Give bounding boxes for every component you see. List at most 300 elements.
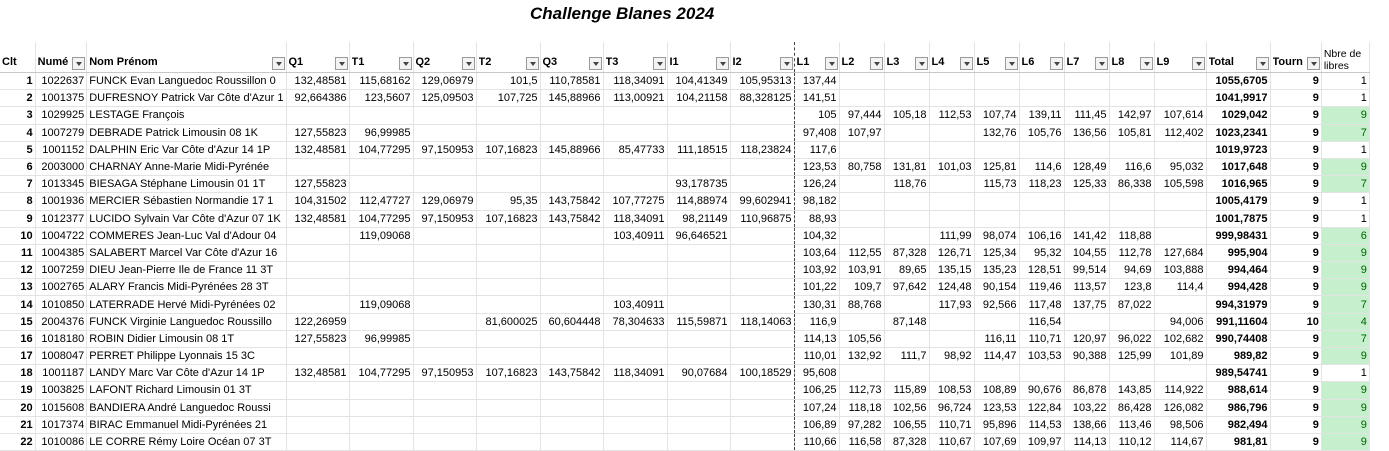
table-cell[interactable] — [286, 262, 349, 279]
table-cell[interactable] — [476, 399, 540, 416]
table-cell[interactable]: 113,57 — [1064, 279, 1109, 296]
table-cell[interactable]: 7 — [1321, 124, 1369, 141]
filter-dropdown-button[interactable] — [716, 57, 729, 70]
table-cell[interactable]: 93,178735 — [667, 176, 730, 193]
table-cell[interactable]: 107,97 — [839, 124, 884, 141]
table-cell[interactable]: 120,97 — [1064, 330, 1109, 347]
table-cell[interactable] — [884, 73, 929, 90]
table-cell[interactable] — [476, 262, 540, 279]
table-cell[interactable] — [540, 176, 603, 193]
table-cell[interactable] — [1109, 73, 1154, 90]
table-cell[interactable]: 12 — [0, 262, 35, 279]
table-cell[interactable]: 9 — [1270, 296, 1321, 313]
table-cell[interactable]: 103,40911 — [603, 227, 667, 244]
filter-dropdown-button[interactable] — [870, 57, 883, 70]
table-cell[interactable]: 104,31502 — [286, 193, 349, 210]
filter-dropdown-button[interactable] — [1140, 57, 1153, 70]
table-cell[interactable] — [884, 227, 929, 244]
table-cell[interactable]: 1 — [1321, 210, 1369, 227]
table-cell[interactable]: 9 — [1321, 107, 1369, 124]
table-cell[interactable]: 143,75842 — [540, 365, 603, 382]
table-cell[interactable] — [413, 348, 476, 365]
table-cell[interactable] — [1154, 210, 1206, 227]
table-cell[interactable] — [476, 158, 540, 175]
table-cell[interactable] — [1064, 141, 1109, 158]
table-cell[interactable]: 14 — [0, 296, 35, 313]
table-cell[interactable] — [884, 365, 929, 382]
table-cell[interactable] — [413, 176, 476, 193]
table-cell[interactable]: 87,148 — [884, 313, 929, 330]
table-cell[interactable]: 112,53 — [929, 107, 974, 124]
table-cell[interactable]: 111,99 — [929, 227, 974, 244]
table-cell[interactable]: 132,48581 — [286, 141, 349, 158]
table-cell[interactable]: 1004722 — [35, 227, 87, 244]
table-cell[interactable] — [286, 416, 349, 433]
table-cell[interactable]: 116,58 — [839, 433, 884, 450]
table-cell[interactable] — [730, 262, 794, 279]
table-cell[interactable]: 994,31979 — [1206, 296, 1270, 313]
table-cell[interactable]: 118,34091 — [603, 365, 667, 382]
table-cell[interactable]: 132,76 — [974, 124, 1019, 141]
table-cell[interactable]: 4 — [0, 124, 35, 141]
table-cell[interactable] — [1019, 193, 1064, 210]
table-cell[interactable] — [286, 279, 349, 296]
table-cell[interactable]: 127,55823 — [286, 124, 349, 141]
table-cell[interactable]: 9 — [1270, 382, 1321, 399]
table-cell[interactable] — [603, 107, 667, 124]
table-cell[interactable]: LATERRADE Hervé Midi-Pyrénées 02 — [87, 296, 286, 313]
table-cell[interactable] — [1019, 90, 1064, 107]
table-cell[interactable] — [730, 382, 794, 399]
table-cell[interactable]: ROBIN Didier Limousin 08 1T — [87, 330, 286, 347]
table-cell[interactable] — [1154, 193, 1206, 210]
table-cell[interactable]: 1029925 — [35, 107, 87, 124]
filter-dropdown-button[interactable] — [960, 57, 973, 70]
table-cell[interactable]: 1 — [0, 73, 35, 90]
table-cell[interactable]: 113,00921 — [603, 90, 667, 107]
table-cell[interactable] — [667, 158, 730, 175]
table-cell[interactable]: 114,13 — [794, 330, 839, 347]
table-cell[interactable]: 108,89 — [974, 382, 1019, 399]
table-cell[interactable]: 60,604448 — [540, 313, 603, 330]
table-cell[interactable]: 114,88974 — [667, 193, 730, 210]
table-cell[interactable]: 1001,7875 — [1206, 210, 1270, 227]
table-cell[interactable]: 7 — [1321, 176, 1369, 193]
table-cell[interactable]: 99,514 — [1064, 262, 1109, 279]
table-cell[interactable]: 97,150953 — [413, 141, 476, 158]
table-cell[interactable]: 102,56 — [884, 399, 929, 416]
table-cell[interactable]: 143,85 — [1109, 382, 1154, 399]
table-cell[interactable]: 92,664386 — [286, 90, 349, 107]
table-cell[interactable] — [476, 227, 540, 244]
table-cell[interactable]: 88,93 — [794, 210, 839, 227]
table-cell[interactable] — [286, 399, 349, 416]
table-cell[interactable]: 1012377 — [35, 210, 87, 227]
table-cell[interactable]: LAFONT Richard Limousin 01 3T — [87, 382, 286, 399]
table-cell[interactable]: 110,96875 — [730, 210, 794, 227]
table-cell[interactable] — [974, 193, 1019, 210]
filter-dropdown-button[interactable] — [1050, 57, 1063, 70]
table-cell[interactable]: CHARNAY Anne-Marie Midi-Pyrénée — [87, 158, 286, 175]
filter-dropdown-button[interactable] — [1095, 57, 1108, 70]
table-cell[interactable]: 89,65 — [884, 262, 929, 279]
table-cell[interactable]: 90,388 — [1064, 348, 1109, 365]
table-cell[interactable]: 10 — [0, 227, 35, 244]
table-cell[interactable] — [1064, 193, 1109, 210]
table-cell[interactable]: 114,47 — [974, 348, 1019, 365]
table-cell[interactable]: 139,11 — [1019, 107, 1064, 124]
table-cell[interactable]: 101,22 — [794, 279, 839, 296]
table-cell[interactable]: 986,796 — [1206, 399, 1270, 416]
table-cell[interactable]: 110,67 — [929, 433, 974, 450]
table-cell[interactable]: 981,81 — [1206, 433, 1270, 450]
table-cell[interactable] — [730, 227, 794, 244]
table-cell[interactable]: 118,34091 — [603, 210, 667, 227]
table-cell[interactable] — [730, 433, 794, 450]
table-cell[interactable]: 989,82 — [1206, 348, 1270, 365]
table-cell[interactable] — [413, 399, 476, 416]
table-cell[interactable] — [540, 124, 603, 141]
table-cell[interactable]: 6 — [0, 158, 35, 175]
table-cell[interactable]: DIEU Jean-Pierre Ile de France 11 3T — [87, 262, 286, 279]
table-cell[interactable]: 98,21149 — [667, 210, 730, 227]
table-cell[interactable]: 125,81 — [974, 158, 1019, 175]
table-cell[interactable]: 114,4 — [1154, 279, 1206, 296]
table-cell[interactable]: 95,32 — [1019, 244, 1064, 261]
table-cell[interactable]: 20 — [0, 399, 35, 416]
table-cell[interactable]: DEBRADE Patrick Limousin 08 1K — [87, 124, 286, 141]
table-cell[interactable]: 143,75842 — [540, 210, 603, 227]
table-cell[interactable]: 145,88966 — [540, 141, 603, 158]
table-cell[interactable] — [974, 365, 1019, 382]
table-cell[interactable]: 988,614 — [1206, 382, 1270, 399]
table-cell[interactable] — [603, 416, 667, 433]
table-cell[interactable]: 119,46 — [1019, 279, 1064, 296]
table-cell[interactable]: 9 — [1270, 416, 1321, 433]
table-cell[interactable] — [839, 73, 884, 90]
table-cell[interactable]: 104,21158 — [667, 90, 730, 107]
table-cell[interactable] — [286, 433, 349, 450]
table-cell[interactable] — [286, 227, 349, 244]
table-cell[interactable]: 123,53 — [974, 399, 1019, 416]
table-cell[interactable]: 122,84 — [1019, 399, 1064, 416]
table-cell[interactable]: 90,154 — [974, 279, 1019, 296]
table-cell[interactable]: 119,09068 — [349, 296, 413, 313]
table-cell[interactable] — [286, 382, 349, 399]
table-cell[interactable]: 1055,6705 — [1206, 73, 1270, 90]
table-cell[interactable]: 110,78581 — [540, 73, 603, 90]
table-cell[interactable] — [603, 262, 667, 279]
table-cell[interactable]: LANDY Marc Var Côte d'Azur 14 1P — [87, 365, 286, 382]
table-cell[interactable]: 99,602941 — [730, 193, 794, 210]
table-cell[interactable]: 1010850 — [35, 296, 87, 313]
table-cell[interactable] — [974, 313, 1019, 330]
table-cell[interactable] — [1064, 73, 1109, 90]
filter-dropdown-button[interactable] — [462, 57, 475, 70]
table-cell[interactable]: 103,40911 — [603, 296, 667, 313]
table-cell[interactable]: 116,6 — [1109, 158, 1154, 175]
table-cell[interactable] — [603, 279, 667, 296]
table-cell[interactable] — [667, 244, 730, 261]
table-cell[interactable]: 1017,648 — [1206, 158, 1270, 175]
table-cell[interactable] — [1064, 210, 1109, 227]
table-cell[interactable]: 109,7 — [839, 279, 884, 296]
table-cell[interactable]: 1002765 — [35, 279, 87, 296]
filter-dropdown-button[interactable] — [653, 57, 666, 70]
table-cell[interactable]: 92,566 — [974, 296, 1019, 313]
table-cell[interactable]: 9 — [1270, 348, 1321, 365]
table-cell[interactable]: 113,46 — [1109, 416, 1154, 433]
table-cell[interactable] — [476, 433, 540, 450]
table-cell[interactable]: 1001375 — [35, 90, 87, 107]
table-cell[interactable] — [476, 124, 540, 141]
table-cell[interactable]: 129,06979 — [413, 73, 476, 90]
table-cell[interactable]: 4 — [1321, 313, 1369, 330]
table-cell[interactable] — [730, 416, 794, 433]
table-cell[interactable] — [974, 141, 1019, 158]
table-cell[interactable] — [413, 313, 476, 330]
table-cell[interactable] — [286, 348, 349, 365]
table-cell[interactable]: 88,768 — [839, 296, 884, 313]
table-cell[interactable]: 9 — [1270, 193, 1321, 210]
table-cell[interactable]: 1013345 — [35, 176, 87, 193]
table-cell[interactable]: 7 — [1321, 296, 1369, 313]
table-cell[interactable]: 9 — [1321, 399, 1369, 416]
table-cell[interactable]: 107,725 — [476, 90, 540, 107]
table-cell[interactable] — [603, 382, 667, 399]
table-cell[interactable] — [413, 124, 476, 141]
table-cell[interactable]: 1001152 — [35, 141, 87, 158]
table-cell[interactable] — [974, 73, 1019, 90]
table-cell[interactable]: 989,54741 — [1206, 365, 1270, 382]
table-cell[interactable]: 103,53 — [1019, 348, 1064, 365]
table-cell[interactable]: 1004385 — [35, 244, 87, 261]
table-cell[interactable] — [1019, 73, 1064, 90]
table-cell[interactable]: 1018180 — [35, 330, 87, 347]
filter-dropdown-button[interactable] — [399, 57, 412, 70]
table-cell[interactable]: 13 — [0, 279, 35, 296]
table-cell[interactable]: 104,77295 — [349, 210, 413, 227]
table-cell[interactable]: 97,150953 — [413, 365, 476, 382]
table-cell[interactable]: 11 — [0, 244, 35, 261]
table-cell[interactable]: 125,09503 — [413, 90, 476, 107]
table-cell[interactable]: 104,77295 — [349, 365, 413, 382]
filter-dropdown-button[interactable] — [915, 57, 928, 70]
table-cell[interactable]: 1 — [1321, 73, 1369, 90]
table-cell[interactable]: 119,09068 — [349, 227, 413, 244]
table-cell[interactable]: 1023,2341 — [1206, 124, 1270, 141]
table-cell[interactable]: 110,71 — [929, 416, 974, 433]
table-cell[interactable]: 123,53 — [794, 158, 839, 175]
table-cell[interactable] — [667, 399, 730, 416]
table-cell[interactable]: 9 — [1270, 244, 1321, 261]
table-cell[interactable]: DUFRESNOY Patrick Var Côte d'Azur 1 — [87, 90, 286, 107]
table-cell[interactable] — [974, 90, 1019, 107]
table-cell[interactable] — [603, 244, 667, 261]
table-cell[interactable]: 9 — [1270, 227, 1321, 244]
table-cell[interactable]: 103,22 — [1064, 399, 1109, 416]
table-cell[interactable]: 137,75 — [1064, 296, 1109, 313]
table-cell[interactable]: 95,608 — [794, 365, 839, 382]
table-cell[interactable] — [540, 433, 603, 450]
filter-dropdown-button[interactable] — [589, 57, 602, 70]
table-cell[interactable]: 9 — [1270, 279, 1321, 296]
table-cell[interactable]: 6 — [1321, 227, 1369, 244]
table-cell[interactable] — [929, 90, 974, 107]
table-cell[interactable] — [1154, 73, 1206, 90]
table-cell[interactable] — [349, 107, 413, 124]
table-cell[interactable]: 990,74408 — [1206, 330, 1270, 347]
table-cell[interactable]: 118,76 — [884, 176, 929, 193]
table-cell[interactable]: 2004376 — [35, 313, 87, 330]
table-cell[interactable]: 117,6 — [794, 141, 839, 158]
table-cell[interactable]: 103,91 — [839, 262, 884, 279]
table-cell[interactable] — [730, 330, 794, 347]
table-cell[interactable]: 132,48581 — [286, 210, 349, 227]
table-cell[interactable] — [540, 279, 603, 296]
table-cell[interactable]: 108,53 — [929, 382, 974, 399]
table-cell[interactable] — [349, 313, 413, 330]
table-cell[interactable]: 9 — [1321, 279, 1369, 296]
table-cell[interactable]: 9 — [1270, 210, 1321, 227]
table-cell[interactable] — [349, 262, 413, 279]
table-cell[interactable]: 1007279 — [35, 124, 87, 141]
table-cell[interactable]: 110,71 — [1019, 330, 1064, 347]
table-cell[interactable]: 107,16823 — [476, 210, 540, 227]
table-cell[interactable]: 88,328125 — [730, 90, 794, 107]
table-cell[interactable]: 107,16823 — [476, 365, 540, 382]
table-cell[interactable]: LE CORRE Rémy Loire Océan 07 3T — [87, 433, 286, 450]
table-cell[interactable]: 114,13 — [1064, 433, 1109, 450]
table-cell[interactable]: 117,93 — [929, 296, 974, 313]
table-cell[interactable] — [413, 227, 476, 244]
table-cell[interactable]: 100,18529 — [730, 365, 794, 382]
table-cell[interactable]: 1008047 — [35, 348, 87, 365]
table-cell[interactable]: 126,24 — [794, 176, 839, 193]
table-cell[interactable]: 85,47733 — [603, 141, 667, 158]
table-cell[interactable] — [730, 244, 794, 261]
table-cell[interactable] — [1109, 210, 1154, 227]
table-cell[interactable]: 123,5607 — [349, 90, 413, 107]
table-cell[interactable] — [884, 193, 929, 210]
table-cell[interactable]: MERCIER Sébastien Normandie 17 1 — [87, 193, 286, 210]
table-cell[interactable]: 126,71 — [929, 244, 974, 261]
table-cell[interactable] — [730, 279, 794, 296]
table-cell[interactable]: 90,676 — [1019, 382, 1064, 399]
table-cell[interactable]: 1019,9723 — [1206, 141, 1270, 158]
table-cell[interactable] — [1064, 313, 1109, 330]
table-cell[interactable]: 3 — [0, 107, 35, 124]
table-cell[interactable] — [540, 262, 603, 279]
table-cell[interactable]: 1 — [1321, 193, 1369, 210]
table-cell[interactable]: FUNCK Evan Languedoc Roussillon 0 — [87, 73, 286, 90]
table-cell[interactable]: 106,16 — [1019, 227, 1064, 244]
table-cell[interactable] — [413, 262, 476, 279]
table-cell[interactable]: 116,11 — [974, 330, 1019, 347]
table-cell[interactable] — [667, 107, 730, 124]
table-cell[interactable]: 86,428 — [1109, 399, 1154, 416]
table-cell[interactable]: 141,51 — [794, 90, 839, 107]
table-cell[interactable]: 95,896 — [974, 416, 1019, 433]
table-cell[interactable]: 112,402 — [1154, 124, 1206, 141]
table-cell[interactable]: 110,66 — [794, 433, 839, 450]
table-cell[interactable] — [540, 107, 603, 124]
table-cell[interactable]: 1001936 — [35, 193, 87, 210]
table-cell[interactable]: 110,12 — [1109, 433, 1154, 450]
table-cell[interactable] — [839, 365, 884, 382]
table-cell[interactable]: 95,35 — [476, 193, 540, 210]
table-cell[interactable] — [730, 399, 794, 416]
table-cell[interactable]: 127,55823 — [286, 330, 349, 347]
table-cell[interactable]: 135,15 — [929, 262, 974, 279]
table-cell[interactable] — [667, 296, 730, 313]
table-cell[interactable]: 95,032 — [1154, 158, 1206, 175]
table-cell[interactable] — [476, 330, 540, 347]
table-cell[interactable]: 115,68162 — [349, 73, 413, 90]
table-cell[interactable] — [476, 107, 540, 124]
table-cell[interactable]: 9 — [1321, 416, 1369, 433]
table-cell[interactable]: 118,23 — [1019, 176, 1064, 193]
table-cell[interactable] — [540, 416, 603, 433]
table-cell[interactable] — [540, 330, 603, 347]
table-cell[interactable]: 137,44 — [794, 73, 839, 90]
table-cell[interactable]: 115,73 — [974, 176, 1019, 193]
table-cell[interactable]: 995,904 — [1206, 244, 1270, 261]
table-cell[interactable]: SALABERT Marcel Var Côte d'Azur 16 — [87, 244, 286, 261]
table-cell[interactable]: 1005,4179 — [1206, 193, 1270, 210]
table-cell[interactable] — [974, 210, 1019, 227]
table-cell[interactable]: 106,25 — [794, 382, 839, 399]
table-cell[interactable]: 112,55 — [839, 244, 884, 261]
table-cell[interactable] — [730, 176, 794, 193]
table-cell[interactable]: 114,53 — [1019, 416, 1064, 433]
table-cell[interactable] — [929, 141, 974, 158]
table-cell[interactable] — [349, 399, 413, 416]
table-cell[interactable]: 107,24 — [794, 399, 839, 416]
table-cell[interactable] — [349, 244, 413, 261]
table-cell[interactable]: PERRET Philippe Lyonnais 15 3C — [87, 348, 286, 365]
table-cell[interactable] — [1154, 90, 1206, 107]
table-cell[interactable] — [667, 416, 730, 433]
table-cell[interactable]: 131,81 — [884, 158, 929, 175]
table-cell[interactable]: 98,92 — [929, 348, 974, 365]
table-cell[interactable]: 101,89 — [1154, 348, 1206, 365]
table-cell[interactable]: 102,682 — [1154, 330, 1206, 347]
table-cell[interactable]: 103,92 — [794, 262, 839, 279]
table-cell[interactable] — [476, 416, 540, 433]
table-cell[interactable]: 8 — [0, 193, 35, 210]
table-cell[interactable] — [286, 158, 349, 175]
table-cell[interactable]: 87,328 — [884, 433, 929, 450]
table-cell[interactable]: 107,69 — [974, 433, 1019, 450]
table-cell[interactable] — [349, 176, 413, 193]
table-cell[interactable]: 9 — [1270, 158, 1321, 175]
table-cell[interactable]: 96,99985 — [349, 124, 413, 141]
table-cell[interactable]: 1041,9917 — [1206, 90, 1270, 107]
table-cell[interactable]: 18 — [0, 365, 35, 382]
table-cell[interactable]: 107,74 — [974, 107, 1019, 124]
table-cell[interactable]: 96,724 — [929, 399, 974, 416]
table-cell[interactable]: BIRAC Emmanuel Midi-Pyrénées 21 — [87, 416, 286, 433]
table-cell[interactable] — [540, 382, 603, 399]
table-cell[interactable]: 97,282 — [839, 416, 884, 433]
filter-dropdown-button[interactable] — [825, 57, 838, 70]
table-cell[interactable]: 86,338 — [1109, 176, 1154, 193]
table-cell[interactable]: 999,98431 — [1206, 227, 1270, 244]
table-cell[interactable]: 143,75842 — [540, 193, 603, 210]
table-cell[interactable]: 114,6 — [1019, 158, 1064, 175]
table-cell[interactable]: 9 — [1270, 399, 1321, 416]
